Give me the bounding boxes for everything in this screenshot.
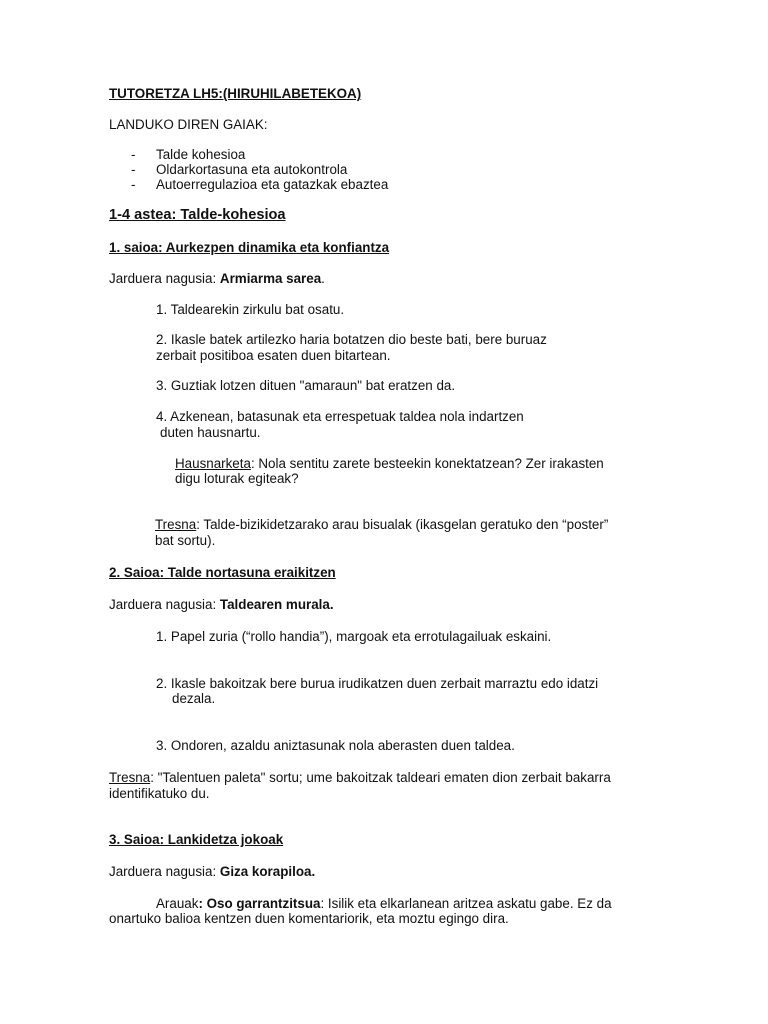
session1-step-2-line-1: 2. Ikasle batek artilezko haria botatzen dio beste bati, bere buruaz xyxy=(156,332,547,347)
topics-heading: LANDUKO DIREN GAIAK: xyxy=(109,117,268,132)
session1-tool-line-1 xyxy=(155,517,608,532)
tool-label: Tresna xyxy=(155,517,197,532)
list-item: Autoerregulazioa eta gatazkak ebaztea xyxy=(156,177,389,192)
session2-heading: 2. Saioa: Talde nortasuna eraikitzen xyxy=(109,565,336,580)
session1-step-4-line-1: 4. Azkenean, batasunak eta errespetuak taldea nola indartzen xyxy=(156,409,524,424)
week-heading: 1-4 astea: Talde-kohesioa xyxy=(109,207,286,223)
rules-label: Arauak xyxy=(156,896,199,911)
session1-step-1: 1. Taldearekin zirkulu bat osatu. xyxy=(156,302,345,317)
session2-step-2-line-1: 2. Ikasle bakoitzak bere burua irudikatzen duen zerbait marraztu edo idatzi xyxy=(156,676,599,691)
activity-name: Giza korapiloa. xyxy=(219,864,316,879)
activity-end: . xyxy=(321,271,325,286)
session2-step-3: 3. Ondoren, azaldu aniztasunak nola aberasten duen taldea. xyxy=(156,738,515,753)
session1-heading: 1. saioa: Aurkezpen dinamika eta konfiantza xyxy=(109,240,390,255)
session1-step-4-line-2: duten hausnartu. xyxy=(160,425,261,440)
list-bullet: - xyxy=(131,147,136,162)
session1-activity xyxy=(109,271,325,286)
tool-label: Tresna xyxy=(109,770,151,785)
activity-name: Taldearen murala. xyxy=(219,597,334,612)
session2-step-1: 1. Papel zuria (“rollo handia”), margoak eta errotulagailuak eskaini. xyxy=(156,629,552,644)
activity-label: Jarduera nagusia: xyxy=(109,864,220,879)
tool-text: : "Talentuen paleta" sortu; ume bakoitzak taldeari ematen dion zerbait bakarra xyxy=(150,770,611,785)
tool-text: : Talde-bizikidetzarako arau bisualak (ikasgelan geratuko den “poster” xyxy=(196,517,609,532)
reflection-text: : Nola sentitu zarete besteekin konektatzean? Zer irakasten xyxy=(250,456,604,471)
session1-reflection-line-2: digu loturak egiteak? xyxy=(175,471,299,486)
session3-heading: 3. Saioa: Lankidetza jokoak xyxy=(109,832,284,847)
list-item: Oldarkortasuna eta autokontrola xyxy=(156,162,348,177)
reflection-label: Hausnarketa xyxy=(175,456,251,471)
list-bullet: - xyxy=(131,177,136,192)
session3-rules-line-2: onartuko balioa kentzen duen komentariorik, eta moztu egingo dira. xyxy=(109,911,509,926)
list-bullet: - xyxy=(131,162,136,177)
rules-emphasis: : Oso garrantzitsua xyxy=(198,896,321,911)
session2-tool-line-1 xyxy=(109,770,611,785)
session3-activity xyxy=(109,864,315,879)
document-title: TUTORETZA LH5:(HIRUHILABETEKOA) xyxy=(109,86,362,101)
activity-label: Jarduera nagusia: xyxy=(109,597,220,612)
list-item: Talde kohesioa xyxy=(156,147,246,162)
session2-step-2-line-2: dezala. xyxy=(172,691,216,706)
rules-text: : Isilik eta elkarlanean aritzea askatu gabe. Ez da xyxy=(320,896,612,911)
session2-tool-line-2: identifikatuko du. xyxy=(109,786,210,801)
session2-activity xyxy=(109,597,334,612)
session1-step-2-line-2: zerbait positiboa esaten duen bitartean. xyxy=(156,348,391,363)
activity-label: Jarduera nagusia: xyxy=(109,271,220,286)
activity-name: Armiarma sarea xyxy=(219,271,322,286)
session3-rules-line-1 xyxy=(156,896,612,911)
session1-reflection-line-1 xyxy=(175,456,604,471)
session1-tool-line-2: bat sortu). xyxy=(155,533,216,548)
session1-step-3: 3. Guztiak lotzen dituen "amaraun" bat eratzen da. xyxy=(156,378,456,393)
